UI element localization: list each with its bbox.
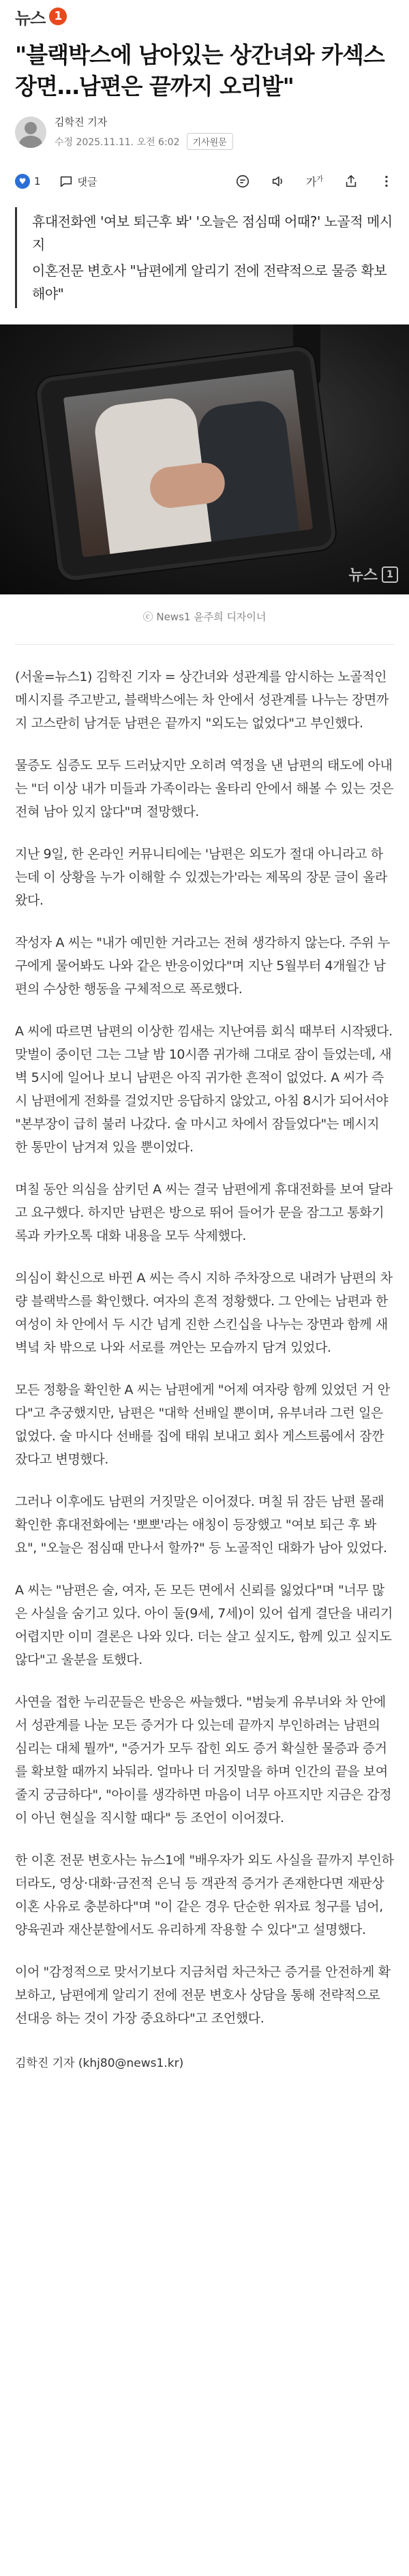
actions-left	[15, 174, 97, 189]
body-paragraph: 며칠 동안 의심을 삼키던 A 씨는 결국 남편에게 휴대전화를 보여 달라고 요구했다. 하지만 남편은 방으로 뛰어 들어가 문을 잠그고 통화기록과 카카오톡 대화 내용을 모두 삭제했다.	[15, 1182, 393, 1243]
subhead-1: 휴대전화엔 '여보 퇴근후 봐' '오늘은 점심때 어때?' 노골적 메시지	[32, 213, 393, 253]
logo-badge: 1	[49, 7, 67, 25]
body-paragraph: 한 이혼 전문 변호사는 뉴스1에 "배우자가 외도 사실을 끝까지 부인하더라도, 영상·대화·금전적 은닉 등 객관적 증거가 존재한다면 재판상 이혼 사유로 충분하다"며 "이 같은 경우 단순한 위자료 청구를 넘어, 양육권과 재산분할에서도 유리하게 작용할 수 있다"고 설명했다.	[15, 1853, 394, 1937]
font-size-sup: 가	[316, 176, 323, 184]
news1-logo[interactable]	[15, 5, 67, 29]
byline	[0, 102, 409, 150]
more-icon[interactable]	[379, 174, 394, 189]
body-paragraph: 의심이 확신으로 바뀐 A 씨는 즉시 지하 주차장으로 내려가 남편의 차량 블랙박스를 확인했다. 여자의 흔적 정황했다. 그 안에는 남편과 한 여성이 차 안에서 두 시간 넘게 진한 스킨십을 나누는 장면과 함께 새벽녘 차 밖으로 나와 서로를 껴안는 모습까지 담겨 있었다.	[15, 1271, 393, 1355]
dashcam-illustration	[35, 345, 337, 582]
article-subheads	[15, 207, 394, 308]
body-paragraph: (서울=뉴스1) 김학진 기자 = 상간녀와 성관계를 암시하는 노골적인 메시지를 주고받고, 블랙박스에는 차 안에서 성관계를 나누는 장면까지 고스란히 남겨둔 남편은 끝까지 "외도는 없었다"고 부인했다.	[15, 669, 389, 731]
like-count: 1	[34, 175, 41, 187]
article-headline: "블랙박스에 남아있는 상간녀와 카섹스 장면…남편은 끝까지 오리발"	[15, 42, 384, 100]
article-body	[0, 645, 409, 2030]
top-bar	[0, 0, 409, 33]
byline-text	[55, 115, 233, 150]
byline-meta	[55, 133, 233, 150]
modified-timestamp: 수정 2025.11.11. 오전 6:02	[55, 136, 180, 148]
article-photo[interactable]	[0, 324, 409, 594]
body-paragraph: 작성자 A 씨는 "내가 예민한 거라고는 전혀 생각하지 않는다. 주위 누구에게 물어봐도 나와 같은 반응이었다"며 지난 5월부터 4개월간 남편의 수상한 행동을 구체적으로 폭로했다.	[15, 935, 390, 997]
body-paragraph: 그러나 이후에도 남편의 거짓말은 이어졌다. 며칠 뒤 잠든 남편 몰래 확인한 휴대전화에는 '뽀뽀'라는 애칭이 등장했고 "여보 퇴근 후 봐요", "오늘은 점심때 만나서 할까?" 등 노골적인 대화가 남아 있었다.	[15, 1494, 387, 1556]
comment-label: 댓글	[77, 175, 97, 188]
audio-icon[interactable]	[271, 174, 286, 189]
photo-caption: ⓒ News1 윤주희 디자이너	[142, 611, 267, 623]
like-button[interactable]	[15, 174, 41, 189]
watermark-text: 뉴스	[348, 567, 378, 584]
reporter-credit: 김학진 기자 (khj80@news1.kr)	[15, 2057, 184, 2070]
body-paragraph: 물증도 심증도 모두 드러났지만 오히려 역정을 낸 남편의 태도에 아내는 "더 이상 내가 미들과 가족이라는 울타리 안에서 해볼 수 있는 것은 전혀 남아 있지 않다"며 절망했다.	[15, 758, 394, 819]
comment-button[interactable]	[59, 174, 97, 189]
summary-icon[interactable]	[235, 174, 250, 189]
reporter-avatar[interactable]	[15, 117, 46, 148]
body-paragraph: A 씨는 "남편은 술, 여자, 돈 모든 면에서 신뢰를 잃었다"며 "너무 많은 사실을 숨기고 있다. 아이 둘(9세, 7세)이 있어 쉽게 결단을 내리기 어렵지만 이미 결론은 나와 있다. 더는 살고 싶지도, 함께 있고 싶지도 않다"고 울분을 토했다.	[15, 1583, 393, 1667]
comment-icon	[59, 174, 74, 189]
body-paragraph: 모든 정황을 확인한 A 씨는 남편에게 "어제 여자랑 함께 있었던 거 안다"고 추궁했지만, 남편은 "대학 선배일 뿐이며, 유부녀라 그런 일은 없었다. 술 마시다 선배를 집에 태워 보내고 회사 게스트룸에서 잠깐 잤다고 변명했다.	[15, 1382, 390, 1467]
like-icon: ♥	[15, 174, 30, 189]
article-actions	[0, 150, 409, 198]
body-paragraph: 지난 9일, 한 온라인 커뮤니티에는 '남편은 외도가 절대 아니라고 하는데 이 상황을 누가 이해할 수 있겠는가'라는 제목의 장문 글이 올라왔다.	[15, 847, 387, 908]
original-article-button[interactable]: 기사원문	[187, 133, 233, 150]
body-paragraph: A 씨에 따르면 남편의 이상한 낌새는 지난여름 회식 때부터 시작됐다. 맞벌이 중이던 그는 그날 밤 10시쯤 귀가해 그대로 잠이 들었는데, 새벽 5시에 일어나 보니 남편은 아직 귀가한 흔적이 없었다. A 씨가 즉시 남편에게 전화를 걸었지만 응답하지 않았고, 아침 8시가 되어서야 "본부장이 급히 불러 나갔다. 술 마시고 차에서 잠들었다"는 메시지 한 통만이 남겨져 있을 뿐이었다.	[15, 1024, 393, 1155]
font-size-button[interactable]	[306, 173, 323, 189]
photo-watermark	[348, 564, 398, 585]
logo-text: 뉴스	[15, 8, 46, 28]
reporter-name[interactable]: 김학진 기자	[55, 116, 108, 128]
share-icon[interactable]	[344, 174, 359, 189]
actions-right	[235, 173, 394, 189]
body-paragraph: 이어 "감정적으로 맞서기보다 지금처럼 차근차근 증거를 안전하게 확보하고, 남편에게 알리기 전에 전문 변호사 상담을 통해 전략적으로 선대응 하는 것이 가장 중요하다"고 조언했다.	[15, 1965, 391, 2026]
body-paragraph: 사연을 접한 누리꾼들은 반응은 싸늘했다. "범늦게 유부녀와 차 안에서 성관계를 나눈 모든 증거가 다 있는데 끝까지 부인하려는 남편의 심리는 대체 뭘까", "증거가 모두 잡힌 외도 증거 확실한 물증과 증거를 확보할 때까지 놔둬라. 얼마나 더 거짓말을 하며 인간의 끝을 보여줄지 궁금하다", "아이를 생각하면 마음이 너무 아프지만 지금은 감정이 아닌 현실을 직시할 때다" 등 조언이 이어졌다.	[15, 1695, 392, 1825]
dashcam-screen-illustration	[63, 369, 313, 558]
font-size-label: 가	[305, 175, 317, 189]
watermark-badge: 1	[382, 566, 398, 583]
subhead-2: 이혼전문 변호사 "남편에게 알리기 전에 전략적으로 물증 확보해야"	[32, 262, 387, 302]
